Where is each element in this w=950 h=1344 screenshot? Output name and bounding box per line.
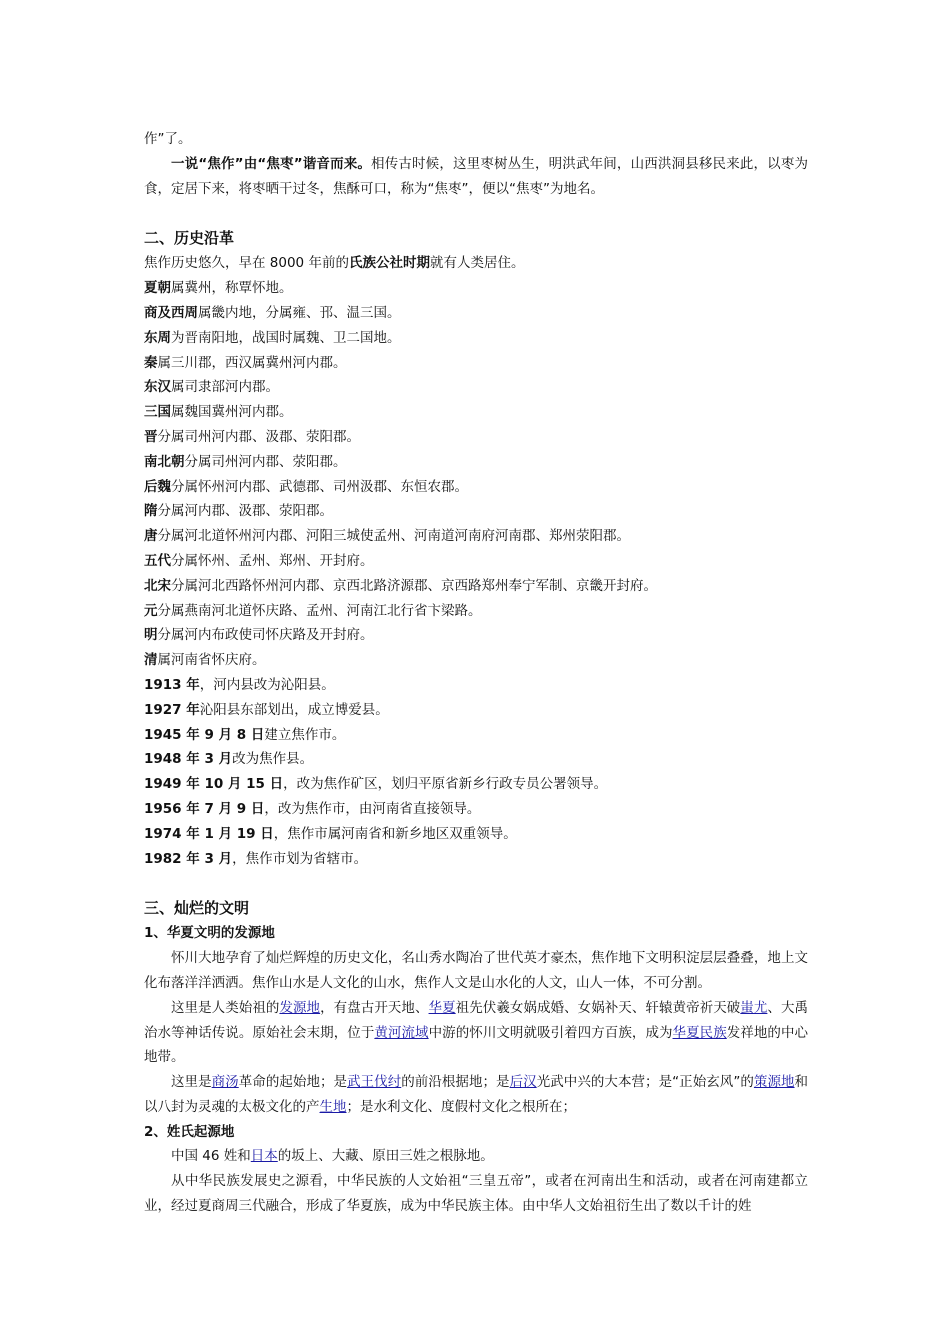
text-span: 祖先伏羲女娲成婚、女娲补天、轩辕黄帝祈天破 bbox=[455, 999, 741, 1016]
history-entry-period: 1956 年 7 月 9 日 bbox=[144, 800, 265, 817]
history-entry-period: 明 bbox=[144, 627, 158, 644]
history-entry bbox=[144, 698, 808, 723]
history-entry bbox=[144, 847, 808, 872]
history-entry-period: 隋 bbox=[144, 503, 158, 520]
history-entry-period: 秦 bbox=[144, 354, 158, 371]
link-japan[interactable]: 日本 bbox=[250, 1148, 278, 1165]
history-list bbox=[144, 276, 808, 871]
text-span: ，有盘古开天地、 bbox=[320, 999, 429, 1016]
text-span: 这里是 bbox=[171, 1074, 212, 1091]
history-entry-period: 北宋 bbox=[144, 577, 171, 594]
history-entry-period: 东周 bbox=[144, 329, 171, 346]
history-entry bbox=[144, 351, 808, 376]
section-title-civilization: 三、灿烂的文明 bbox=[144, 899, 250, 918]
history-entry bbox=[144, 499, 808, 524]
history-entry bbox=[144, 673, 808, 698]
history-entry bbox=[144, 747, 808, 772]
intro-paragraph bbox=[144, 152, 808, 202]
history-entry-text: ，改为焦作矿区，划归平原省新乡行政专员公署领导。 bbox=[283, 776, 608, 793]
history-entry-period: 南北朝 bbox=[144, 453, 185, 470]
text-span: 革命的起始地；是 bbox=[238, 1074, 348, 1091]
subsection-title-origin: 1、华夏文明的发源地 bbox=[144, 925, 275, 942]
history-entry-period: 后魏 bbox=[144, 478, 171, 495]
intro-line: 作”了。 bbox=[144, 131, 192, 147]
history-entry-text: 属司隶部河内郡。 bbox=[171, 379, 279, 396]
history-entry bbox=[144, 648, 808, 673]
history-entry-text: 分属河北道怀州河内郡、河阳三城使孟州、河南道河南府河南郡、郑州荥阳郡。 bbox=[157, 528, 630, 545]
history-entry-period: 唐 bbox=[144, 528, 158, 545]
history-entry-text: 分属怀州、孟州、郑州、开封府。 bbox=[171, 552, 374, 569]
history-entry bbox=[144, 301, 808, 326]
history-entry-period: 东汉 bbox=[144, 379, 171, 396]
link-chiyou[interactable]: 蚩尤 bbox=[740, 999, 768, 1016]
history-entry-text: 分属河内郡、汲郡、荥阳郡。 bbox=[157, 503, 333, 520]
history-entry bbox=[144, 425, 808, 450]
history-entry bbox=[144, 549, 808, 574]
spacer bbox=[144, 201, 808, 225]
history-entry-period: 五代 bbox=[144, 552, 171, 569]
history-entry-period: 1982 年 3 月 bbox=[144, 850, 233, 867]
text-span: 这里是人类始祖的 bbox=[171, 999, 280, 1016]
history-entry-text: 分属怀州河内郡、武德郡、司州汲郡、东恒农郡。 bbox=[171, 478, 468, 495]
text-span: ；是水利文化、度假村文化之根所在； bbox=[346, 1098, 576, 1115]
history-entry-text: ，河内县改为沁阳县。 bbox=[199, 676, 335, 693]
history-entry-period: 1927 年 bbox=[144, 701, 200, 718]
history-entry-text: 沁阳县东部划出，成立博爱县。 bbox=[199, 701, 389, 718]
history-entry-period: 1974 年 1 月 19 日 bbox=[144, 825, 274, 842]
paragraph-ancestors bbox=[144, 996, 808, 1070]
subsection-title-surnames: 2、姓氏起源地 bbox=[144, 1123, 235, 1140]
history-entry bbox=[144, 723, 808, 748]
link-huaxia-nation[interactable]: 华夏民族 bbox=[672, 1024, 727, 1041]
history-entry-text: 属魏国冀州河内郡。 bbox=[171, 404, 293, 421]
link-birthplace[interactable]: 发源地 bbox=[279, 999, 321, 1016]
history-entry-period: 商及西周 bbox=[144, 304, 198, 321]
history-entry-period: 1913 年 bbox=[144, 676, 200, 693]
history-entry-text: 属三川郡，西汉属冀州河内郡。 bbox=[157, 354, 347, 371]
link-huaxia[interactable]: 华夏 bbox=[428, 999, 456, 1016]
history-intro-bold: 氏族公社时期 bbox=[348, 255, 430, 272]
link-source-place[interactable]: 策源地 bbox=[753, 1074, 795, 1091]
history-entry bbox=[144, 599, 808, 624]
history-entry-text: 分属燕南河北道怀庆路、孟州、河南江北行省卞梁路。 bbox=[157, 602, 482, 619]
link-yellow-river-basin[interactable]: 黄河流域 bbox=[374, 1024, 429, 1041]
text-span: 中国 46 姓和 bbox=[171, 1148, 251, 1165]
history-entry-text: ，焦作市划为省辖市。 bbox=[232, 850, 368, 867]
section-title-history: 二、历史沿革 bbox=[144, 229, 235, 248]
history-entry-text: 属河南省怀庆府。 bbox=[157, 652, 266, 669]
history-entry-period: 夏朝 bbox=[144, 280, 171, 297]
intro-bold-text: 一说“焦作”由“焦枣”谐音而来。 bbox=[171, 155, 372, 172]
history-entry-text: 属畿内地，分属雍、邘、温三国。 bbox=[198, 304, 401, 321]
history-entry-text: 分属河北西路怀州河内郡、京西北路济源郡、京西路郑州奉宁军制、京畿开封府。 bbox=[171, 577, 657, 594]
history-entry-text: 分属司州河内郡、荥阳郡。 bbox=[184, 453, 347, 470]
history-intro-text-a: 焦作历史悠久，早在 8000 年前的 bbox=[144, 255, 349, 272]
history-entry-text: 改为焦作县。 bbox=[232, 751, 314, 768]
link-wuwang-fazhou[interactable]: 武王伐纣 bbox=[347, 1074, 402, 1091]
history-entry-text: 建立焦作市。 bbox=[264, 726, 346, 743]
paragraph-surnames bbox=[144, 1144, 808, 1169]
history-entry-period: 三国 bbox=[144, 404, 171, 421]
history-entry bbox=[144, 524, 808, 549]
history-entry-text: ，改为焦作市，由河南省直接领导。 bbox=[264, 800, 481, 817]
history-entry-period: 1948 年 3 月 bbox=[144, 751, 233, 768]
text-span: 和以八封为灵魂的太极文化的产 bbox=[144, 1074, 809, 1115]
history-entry bbox=[144, 400, 808, 425]
history-entry-text: 为晋南阳地，战国时属魏、卫二国地。 bbox=[171, 329, 401, 346]
spacer bbox=[144, 871, 808, 895]
text-span: 的坂上、大藏、原田三姓之根脉地。 bbox=[277, 1148, 494, 1165]
history-intro bbox=[144, 251, 808, 276]
history-entry bbox=[144, 772, 808, 797]
paragraph-culture: 怀川大地孕育了灿烂辉煌的历史文化，名山秀水陶冶了世代英才豪杰，焦作地下文明积淀层层叠叠，地上文化布落洋洋洒洒。焦作山水是人文化的山水，焦作人文是山水化的人文，山人一体，不可分割。 bbox=[144, 950, 808, 991]
history-entry-period: 1949 年 10 月 15 日 bbox=[144, 776, 284, 793]
history-entry-period: 清 bbox=[144, 652, 158, 669]
history-intro-text-b: 就有人类居住。 bbox=[429, 255, 525, 272]
history-entry bbox=[144, 450, 808, 475]
paragraph-history-origin: 从中华民族发展史之源看，中华民族的人文始祖“三皇五帝”，或者在河南出生和活动，或者在河南建都立业，经过夏商周三代融合，形成了华夏族，成为中华民族主体。由中华人文始祖衍生出了数以千计的姓 bbox=[144, 1173, 808, 1215]
intro-text: 相传古时候，这里枣树丛生，明洪武年间，山西洪洞县移民来此，以枣为食，定居下来，将枣晒干过冬，焦酥可口，称为“焦枣”，便以“焦枣”为地名。 bbox=[144, 155, 808, 197]
paragraph-revolution bbox=[144, 1070, 808, 1120]
history-entry-text: ，焦作市属河南省和新乡地区双重领导。 bbox=[273, 825, 517, 842]
text-span: 、大禹治水等神话传说。原始社会末期，位于 bbox=[144, 999, 809, 1041]
history-entry bbox=[144, 276, 808, 301]
document-body bbox=[144, 127, 808, 1219]
history-entry-period: 元 bbox=[144, 602, 158, 619]
history-entry bbox=[144, 375, 808, 400]
history-entry bbox=[144, 574, 808, 599]
text-span: 的前沿根据地；是 bbox=[401, 1074, 510, 1091]
history-entry bbox=[144, 623, 808, 648]
history-entry-period: 晋 bbox=[144, 428, 158, 445]
text-span: 中游的怀川文明就吸引着四方百族，成为 bbox=[428, 1024, 673, 1041]
history-entry bbox=[144, 797, 808, 822]
history-entry-period: 1945 年 9 月 8 日 bbox=[144, 726, 265, 743]
text-span: 光武中兴的大本营；是“正始玄风”的 bbox=[536, 1074, 754, 1091]
link-later-han[interactable]: 后汉 bbox=[509, 1074, 537, 1091]
link-birthplace-2[interactable]: 生地 bbox=[319, 1098, 347, 1115]
text-span: 发祥地的中心地带。 bbox=[144, 1024, 809, 1066]
history-entry-text: 属冀州，称覃怀地。 bbox=[171, 280, 293, 297]
history-entry bbox=[144, 475, 808, 500]
history-entry bbox=[144, 326, 808, 351]
history-entry-text: 分属司州河内郡、汲郡、荥阳郡。 bbox=[157, 428, 360, 445]
history-entry-text: 分属河内布政使司怀庆路及开封府。 bbox=[157, 627, 374, 644]
link-shang-tang[interactable]: 商汤 bbox=[211, 1074, 239, 1091]
history-entry bbox=[144, 822, 808, 847]
